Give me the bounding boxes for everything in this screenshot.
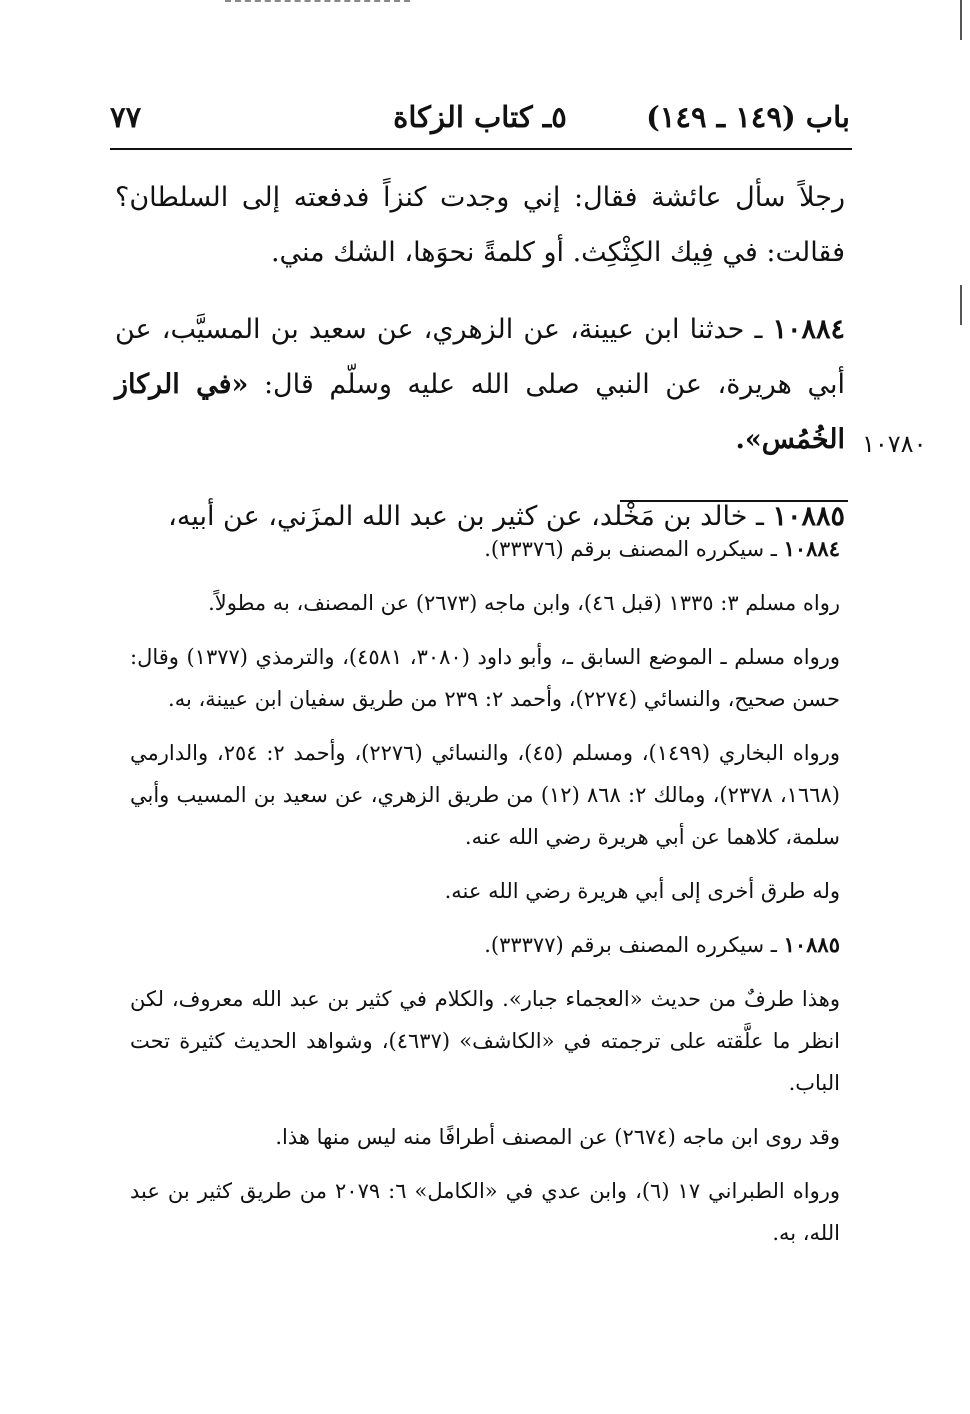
margin-reference-number: ١٠٧٨٠ [862, 430, 927, 458]
footnotes [130, 528, 840, 1266]
margin-mark [960, 0, 962, 40]
margin-mark [960, 285, 962, 325]
paragraph-continuation: رجلاً سأل عائشة فقال: إني وجدت كنزاً فدفعته إلى السلطان؟ فقالت: في فِيك الكِثْكِث. أو كلمةً نحوَها، الشك مني. [115, 182, 845, 268]
hadith-quote: «في الركاز الخُمُس». [115, 369, 845, 455]
chapter-range: باب (١٤٩ ـ ١٤٩) [646, 100, 850, 134]
footnote-item: وله طرق أخرى إلى أبي هريرة رضي الله عنه. [444, 879, 840, 903]
footnote-item: ١٠٨٨٤ ـ سيكرره المصنف برقم (٣٣٣٧٦). [484, 536, 840, 561]
page-number: ٧٧ [110, 100, 142, 134]
hadith-number: ١٠٨٨٤ [772, 314, 845, 345]
footnote-rule [620, 500, 848, 502]
header-rule [110, 148, 852, 150]
footnote-item: وقد روى ابن ماجه (٢٦٧٤) عن المصنف أطرافًا منه ليس منها هذا. [275, 1125, 840, 1149]
footnote-item: رواه مسلم ٣: ١٣٣٥ (قبل ٤٦)، وابن ماجه (٢٦٧٣) عن المصنف، به مطولاً. [208, 591, 840, 615]
top-dashed-line [225, 0, 410, 2]
footnote-item: ورواه البخاري (١٤٩٩)، ومسلم (٤٥)، والنسائي (٢٢٧٦)، وأحمد ٢: ٢٥٤، والدارمي (١٦٦٨، ٢٣٧٨)، ومالك ٢: ٨٦٨ (١٢) من طريق الزهري، عن سعيد بن المسيب وأبي سلمة، كلاهما عن أبي هريرة رضي الله عنه. [130, 741, 840, 849]
book-title: ٥ـ كتاب الزكاة [393, 100, 567, 134]
hadith-number: ١٠٨٨٥ [772, 501, 845, 532]
footnote-item: وهذا طرفٌ من حديث «العجماء جبار». والكلام في كثير بن عبد الله معروف، لكن انظر ما علَّقته على ترجمته في «الكاشف» (٤٦٣٧)، وشواهد الحديث كثيرة تحت الباب. [130, 987, 841, 1095]
hadith-10884 [115, 302, 845, 467]
footnote-item: ١٠٨٨٥ ـ سيكرره المصنف برقم (٣٣٣٧٧). [484, 932, 840, 957]
page-header [110, 100, 850, 142]
main-text [115, 170, 845, 566]
hadith-text: ـ حدثنا ابن عيينة، عن الزهري، عن سعيد بن المسيَّب، عن أبي هريرة، عن النبي صلى الله عليه وسلّم قال: [115, 314, 845, 400]
footnote-item: ورواه مسلم ـ الموضع السابق ـ، وأبو داود (٣٠٨٠، ٤٥٨١)، والترمذي (١٣٧٧) وقال: حسن صحيح، والنسائي (٢٢٧٤)، وأحمد ٢: ٢٣٩ من طريق سفيان ابن عيينة، به. [130, 645, 841, 711]
hadith-text: ـ خالد بن مَخْلد، عن كثير بن عبد الله المزَني، عن أبيه، [168, 501, 764, 532]
footnote-item: ورواه الطبراني ١٧ (٦)، وابن عدي في «الكامل» ٦: ٢٠٧٩ من طريق كثير بن عبد الله، به. [130, 1179, 840, 1245]
